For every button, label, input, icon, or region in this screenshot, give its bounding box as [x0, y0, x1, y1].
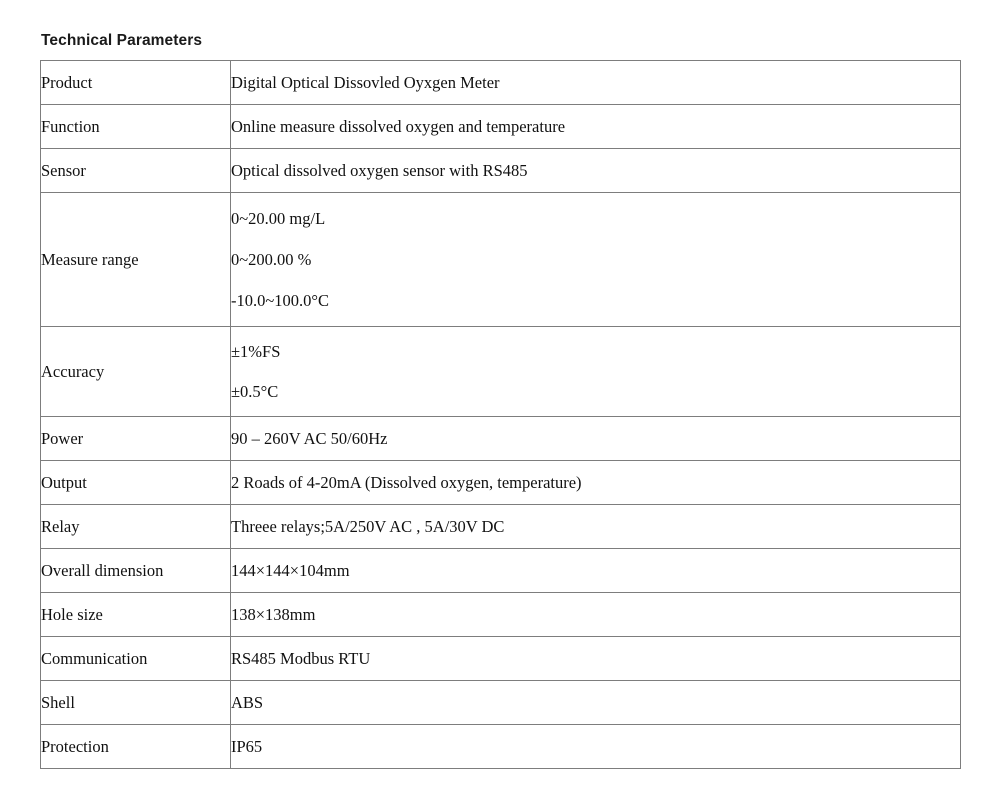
parameter-value-cell	[231, 725, 961, 769]
value-line: 0~200.00 %	[231, 250, 312, 269]
value-lines	[231, 649, 960, 668]
parameter-name-cell: Overall dimension	[41, 549, 231, 593]
value-line: Digital Optical Dissovled Oyxgen Meter	[231, 73, 500, 92]
value-lines	[231, 605, 960, 624]
value-lines	[231, 342, 960, 401]
parameter-value-cell	[231, 637, 961, 681]
table-row	[41, 505, 961, 549]
parameter-name-cell: Function	[41, 105, 231, 149]
value-lines	[231, 117, 960, 136]
value-line: ±0.5°C	[231, 382, 279, 401]
table-row	[41, 61, 961, 105]
value-line: Threee relays;5A/250V AC , 5A/30V DC	[231, 517, 505, 536]
parameter-value-cell	[231, 417, 961, 461]
parameter-name-cell: Output	[41, 461, 231, 505]
value-line: Online measure dissolved oxygen and temperature	[231, 117, 566, 136]
value-lines	[231, 693, 960, 712]
parameter-name-cell: Communication	[41, 637, 231, 681]
value-lines	[231, 161, 960, 180]
parameter-value-cell	[231, 505, 961, 549]
value-lines	[231, 73, 960, 92]
value-line: RS485 Modbus RTU	[231, 649, 371, 668]
table-row	[41, 593, 961, 637]
value-line: IP65	[231, 737, 263, 756]
parameter-value-cell	[231, 149, 961, 193]
table-row	[41, 681, 961, 725]
value-lines	[231, 737, 960, 756]
parameter-value-cell	[231, 61, 961, 105]
table-row	[41, 461, 961, 505]
value-line: ±1%FS	[231, 342, 281, 361]
parameter-value-cell	[231, 105, 961, 149]
parameter-value-cell	[231, 193, 961, 327]
technical-parameters-table	[40, 60, 961, 769]
value-line: 144×144×104mm	[231, 561, 350, 580]
parameter-value-cell	[231, 681, 961, 725]
parameter-value-cell	[231, 549, 961, 593]
table-row	[41, 549, 961, 593]
spec-table-container	[40, 60, 960, 769]
value-lines	[231, 209, 960, 310]
parameter-name-cell: Power	[41, 417, 231, 461]
table-row	[41, 725, 961, 769]
table-row	[41, 327, 961, 417]
value-lines	[231, 517, 960, 536]
parameter-name-cell: Protection	[41, 725, 231, 769]
table-row	[41, 637, 961, 681]
value-lines	[231, 561, 960, 580]
value-line: 0~20.00 mg/L	[231, 209, 326, 228]
value-line: 90 – 260V AC 50/60Hz	[231, 429, 388, 448]
table-body	[41, 61, 961, 769]
value-line: 138×138mm	[231, 605, 316, 624]
parameter-value-cell	[231, 593, 961, 637]
table-row	[41, 105, 961, 149]
parameter-name-cell: Accuracy	[41, 327, 231, 417]
parameter-name-cell: Relay	[41, 505, 231, 549]
value-line: Optical dissolved oxygen sensor with RS485	[231, 161, 528, 180]
parameter-value-cell	[231, 327, 961, 417]
parameter-name-cell: Hole size	[41, 593, 231, 637]
parameter-name-cell: Shell	[41, 681, 231, 725]
parameter-value-cell	[231, 461, 961, 505]
table-row	[41, 417, 961, 461]
value-line: 2 Roads of 4-20mA (Dissolved oxygen, temperature)	[231, 473, 582, 492]
value-lines	[231, 473, 960, 492]
value-line: -10.0~100.0°C	[231, 291, 330, 310]
table-row	[41, 193, 961, 327]
page-title: Technical Parameters	[41, 32, 203, 49]
parameter-name-cell: Product	[41, 61, 231, 105]
table-row	[41, 149, 961, 193]
parameter-name-cell: Measure range	[41, 193, 231, 327]
value-lines	[231, 429, 960, 448]
value-line: ABS	[231, 693, 264, 712]
parameter-name-cell: Sensor	[41, 149, 231, 193]
